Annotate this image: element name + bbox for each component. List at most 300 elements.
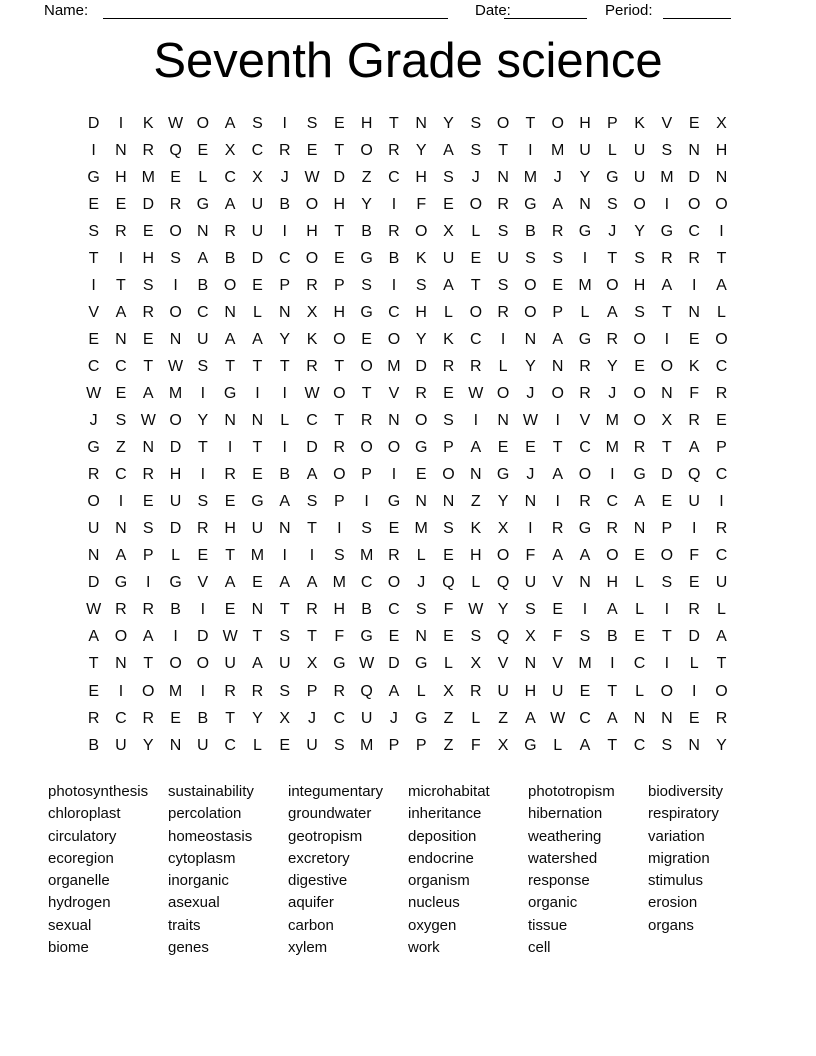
- grid-letter: D: [87, 114, 100, 132]
- grid-letter: E: [443, 628, 454, 646]
- grid-letter: K: [415, 249, 427, 267]
- grid-letter: L: [635, 682, 645, 700]
- grid-letter: T: [607, 249, 618, 267]
- grid-letter: I: [473, 412, 479, 430]
- grid-letter: R: [360, 412, 373, 430]
- grid-letter: G: [524, 736, 537, 754]
- grid-letter: H: [333, 303, 346, 321]
- grid-letter: R: [306, 276, 318, 294]
- grid-letter: L: [416, 682, 426, 700]
- grid-letter: L: [553, 736, 563, 754]
- word-list-item: endocrine: [408, 849, 474, 867]
- grid-letter: I: [200, 466, 206, 484]
- grid-letter: R: [333, 439, 346, 457]
- grid-letter: N: [661, 384, 673, 402]
- grid-letter: G: [87, 168, 100, 186]
- grid-letter: X: [525, 628, 536, 646]
- grid-letter: E: [224, 493, 236, 511]
- grid-letter: Y: [197, 412, 209, 430]
- grid-letter: A: [388, 682, 400, 700]
- grid-letter: U: [497, 249, 509, 267]
- grid-letter: P: [606, 114, 618, 132]
- grid-letter: I: [719, 222, 724, 240]
- grid-letter: I: [582, 601, 588, 619]
- grid-letter: T: [279, 601, 290, 619]
- grid-letter: R: [306, 357, 318, 375]
- grid-letter: B: [361, 601, 372, 619]
- grid-letter: I: [719, 493, 724, 511]
- grid-letter: D: [87, 574, 100, 592]
- grid-letter: O: [387, 439, 401, 457]
- grid-letter: X: [279, 709, 291, 727]
- grid-letter: I: [91, 276, 96, 294]
- grid-letter: E: [142, 222, 154, 240]
- grid-letter: R: [115, 601, 127, 619]
- grid-letter: B: [170, 601, 181, 619]
- grid-letter: E: [88, 682, 99, 700]
- grid-letter: M: [578, 276, 592, 294]
- word-list-item: integumentary: [288, 783, 384, 800]
- grid-letter: D: [388, 655, 400, 673]
- grid-letter: L: [635, 574, 645, 592]
- grid-letter: I: [282, 439, 287, 457]
- grid-letter: T: [334, 357, 345, 375]
- grid-letter: O: [469, 195, 483, 213]
- word-list-item: groundwater: [288, 805, 372, 823]
- grid-letter: G: [360, 303, 373, 321]
- grid-letter: O: [169, 222, 182, 240]
- grid-letter: L: [198, 168, 208, 186]
- word-list-item: stimulus: [648, 872, 704, 890]
- grid-letter: T: [225, 547, 236, 565]
- grid-letter: E: [579, 682, 591, 700]
- grid-letter: T: [197, 439, 208, 457]
- grid-letter: D: [142, 195, 155, 213]
- grid-letter: B: [388, 249, 400, 267]
- grid-letter: Y: [579, 168, 591, 186]
- grid-letter: H: [142, 249, 155, 267]
- word-list-item: nucleus: [408, 894, 460, 912]
- grid-letter: I: [391, 276, 397, 294]
- grid-letter: R: [470, 357, 482, 375]
- grid-letter: R: [142, 141, 155, 159]
- grid-letter: R: [224, 682, 236, 700]
- grid-letter: W: [222, 628, 238, 646]
- grid-letter: P: [142, 547, 154, 565]
- grid-letter: O: [360, 141, 373, 159]
- grid-letter: R: [579, 357, 591, 375]
- grid-letter: P: [306, 682, 318, 700]
- grid-letter: N: [688, 141, 700, 159]
- grid-letter: O: [551, 384, 564, 402]
- grid-letter: R: [715, 384, 728, 402]
- grid-letter: K: [634, 114, 645, 132]
- grid-letter: C: [224, 168, 236, 186]
- grid-letter: H: [415, 303, 427, 321]
- grid-letter: R: [278, 141, 291, 159]
- grid-letter: X: [497, 736, 509, 754]
- grid-letter: I: [691, 682, 697, 700]
- grid-letter: X: [661, 412, 673, 430]
- grid-letter: Y: [415, 330, 427, 348]
- grid-letter: I: [91, 141, 96, 159]
- grid-letter: J: [280, 168, 289, 186]
- grid-letter: E: [333, 114, 345, 132]
- grid-letter: C: [333, 709, 346, 727]
- word-list-item: carbon: [288, 916, 334, 934]
- grid-letter: E: [661, 493, 673, 511]
- grid-letter: A: [197, 249, 209, 267]
- word-list-item: watershed: [528, 849, 598, 867]
- grid-letter: L: [635, 601, 645, 619]
- grid-letter: O: [578, 466, 592, 484]
- grid-letter: O: [715, 195, 728, 213]
- grid-letter: R: [470, 682, 482, 700]
- grid-letter: P: [333, 493, 345, 511]
- grid-letter: M: [141, 168, 155, 186]
- grid-letter: O: [687, 195, 701, 213]
- grid-letter: W: [167, 114, 184, 132]
- word-list-item: organism: [408, 872, 470, 890]
- grid-letter: S: [606, 195, 618, 213]
- grid-letter: A: [142, 628, 154, 646]
- grid-letter: E: [142, 330, 154, 348]
- grid-letter: O: [496, 547, 510, 565]
- grid-letter: W: [304, 384, 320, 402]
- grid-letter: W: [359, 655, 375, 673]
- grid-letter: C: [633, 736, 646, 754]
- grid-letter: W: [522, 412, 538, 430]
- grid-letter: O: [660, 682, 674, 700]
- grid-letter: S: [634, 249, 645, 267]
- grid-letter: A: [552, 330, 564, 348]
- grid-letter: G: [387, 493, 401, 511]
- grid-letter: F: [416, 195, 427, 213]
- grid-letter: L: [171, 547, 180, 565]
- grid-letter: S: [142, 276, 154, 294]
- grid-letter: E: [688, 709, 700, 727]
- grid-letter: V: [88, 303, 99, 321]
- grid-letter: B: [88, 736, 99, 754]
- grid-letter: X: [716, 114, 727, 132]
- grid-letter: X: [443, 222, 454, 240]
- grid-letter: T: [470, 276, 481, 294]
- grid-letter: C: [388, 168, 400, 186]
- grid-letter: U: [524, 574, 537, 592]
- grid-letter: S: [279, 628, 291, 646]
- grid-letter: E: [142, 493, 154, 511]
- grid-letter: G: [606, 168, 619, 186]
- word-list-item: migration: [648, 849, 710, 867]
- grid-letter: S: [661, 141, 673, 159]
- word-list-item: inorganic: [168, 872, 229, 890]
- grid-letter: G: [333, 655, 346, 673]
- grid-letter: N: [633, 520, 646, 538]
- grid-letter: V: [388, 384, 400, 402]
- word-list-item: tissue: [528, 916, 568, 934]
- grid-letter: N: [278, 520, 291, 538]
- grid-letter: I: [337, 520, 342, 538]
- word-list-item: respiratory: [648, 805, 719, 823]
- grid-letter: E: [170, 168, 181, 186]
- grid-letter: R: [87, 466, 100, 484]
- grid-letter: N: [142, 439, 155, 457]
- grid-letter: X: [252, 168, 263, 186]
- grid-letter: S: [252, 114, 263, 132]
- grid-letter: Z: [361, 168, 372, 186]
- grid-letter: T: [225, 357, 236, 375]
- grid-letter: O: [469, 303, 483, 321]
- grid-letter: L: [580, 303, 590, 321]
- grid-letter: P: [716, 439, 727, 457]
- grid-letter: C: [115, 466, 127, 484]
- word-list-item: weathering: [528, 827, 602, 845]
- grid-letter: Y: [606, 357, 618, 375]
- grid-letter: O: [333, 330, 346, 348]
- grid-letter: V: [197, 574, 209, 592]
- word-search-grid: [80, 110, 735, 759]
- grid-letter: A: [579, 547, 591, 565]
- grid-letter: R: [415, 384, 427, 402]
- grid-letter: X: [224, 141, 236, 159]
- grid-letter: O: [660, 357, 674, 375]
- grid-letter: N: [251, 412, 264, 430]
- grid-letter: W: [86, 384, 102, 402]
- grid-letter: H: [524, 682, 537, 700]
- grid-letter: T: [607, 736, 618, 754]
- grid-letter: N: [551, 357, 564, 375]
- grid-letter: A: [88, 628, 99, 646]
- word-list-item: sexual: [48, 916, 92, 934]
- grid-letter: E: [552, 601, 564, 619]
- grid-letter: I: [664, 655, 670, 673]
- grid-letter: R: [197, 520, 209, 538]
- grid-letter: L: [471, 222, 481, 240]
- grid-letter: B: [525, 222, 536, 240]
- grid-letter: D: [169, 439, 182, 457]
- grid-letter: J: [89, 412, 98, 430]
- grid-letter: E: [388, 520, 400, 538]
- grid-letter: X: [470, 655, 482, 673]
- grid-letter: M: [605, 439, 619, 457]
- grid-letter: I: [227, 439, 233, 457]
- grid-letter: V: [497, 655, 509, 673]
- word-list-item: biodiversity: [648, 783, 724, 800]
- grid-letter: T: [88, 249, 99, 267]
- grid-letter: C: [87, 357, 100, 375]
- grid-letter: M: [168, 682, 183, 700]
- grid-letter: I: [555, 412, 560, 430]
- grid-letter: M: [250, 547, 265, 565]
- grid-letter: G: [633, 466, 646, 484]
- grid-letter: A: [606, 601, 618, 619]
- grid-letter: R: [606, 520, 619, 538]
- grid-letter: K: [142, 114, 154, 132]
- grid-letter: Y: [361, 195, 372, 213]
- sheet-header: [0, 0, 816, 24]
- grid-letter: K: [688, 357, 700, 375]
- grid-letter: O: [305, 195, 319, 213]
- grid-letter: U: [360, 709, 373, 727]
- grid-letter: C: [197, 303, 209, 321]
- grid-letter: I: [664, 330, 670, 348]
- grid-letter: D: [169, 520, 182, 538]
- grid-letter: N: [442, 493, 455, 511]
- grid-letter: I: [200, 601, 206, 619]
- grid-letter: E: [333, 249, 345, 267]
- grid-letter: G: [360, 628, 373, 646]
- grid-letter: E: [688, 330, 700, 348]
- grid-letter: W: [468, 601, 484, 619]
- grid-letter: M: [605, 412, 619, 430]
- grid-letter: C: [251, 141, 264, 159]
- grid-letter: S: [470, 628, 482, 646]
- grid-letter: U: [715, 574, 728, 592]
- grid-letter: B: [279, 466, 291, 484]
- grid-letter: C: [278, 249, 291, 267]
- word-list-item: circulatory: [48, 827, 117, 845]
- grid-letter: N: [524, 493, 537, 511]
- grid-letter: B: [197, 709, 209, 727]
- grid-letter: Z: [498, 709, 508, 727]
- grid-letter: I: [309, 547, 315, 565]
- word-list-item: cell: [528, 939, 551, 957]
- word-list-item: percolation: [168, 805, 242, 823]
- grid-letter: D: [197, 628, 209, 646]
- grid-letter: E: [688, 574, 700, 592]
- grid-letter: G: [578, 330, 592, 348]
- grid-letter: A: [525, 709, 536, 727]
- grid-letter: L: [607, 141, 617, 159]
- grid-letter: R: [142, 303, 155, 321]
- word-list-item: inheritance: [408, 805, 482, 823]
- grid-letter: R: [224, 222, 236, 240]
- grid-letter: U: [633, 168, 646, 186]
- grid-letter: O: [715, 682, 728, 700]
- grid-letter: L: [471, 574, 481, 592]
- grid-letter: N: [497, 412, 509, 430]
- grid-letter: E: [306, 141, 318, 159]
- grid-letter: A: [224, 330, 236, 348]
- grid-letter: O: [414, 222, 428, 240]
- grid-letter: B: [224, 249, 236, 267]
- grid-letter: A: [579, 736, 591, 754]
- grid-letter: A: [688, 439, 700, 457]
- grid-letter: R: [633, 439, 646, 457]
- grid-letter: A: [306, 466, 318, 484]
- grid-letter: A: [306, 574, 318, 592]
- grid-letter: N: [87, 547, 100, 565]
- grid-letter: Y: [443, 114, 454, 132]
- grid-letter: O: [387, 574, 401, 592]
- grid-letter: N: [415, 628, 427, 646]
- grid-letter: T: [307, 520, 317, 538]
- grid-letter: T: [661, 303, 672, 321]
- grid-letter: S: [115, 412, 127, 430]
- grid-letter: N: [278, 303, 291, 321]
- name-blank-line: [103, 18, 448, 19]
- grid-letter: U: [251, 520, 264, 538]
- grid-letter: D: [661, 466, 673, 484]
- grid-letter: J: [526, 466, 535, 484]
- word-list-item: digestive: [288, 872, 348, 890]
- grid-letter: O: [87, 493, 100, 511]
- grid-letter: U: [278, 655, 291, 673]
- grid-letter: U: [497, 682, 509, 700]
- grid-letter: E: [634, 547, 645, 565]
- grid-letter: A: [606, 303, 618, 321]
- grid-letter: G: [660, 222, 674, 240]
- grid-letter: U: [306, 736, 318, 754]
- grid-letter: H: [470, 547, 482, 565]
- grid-letter: I: [282, 114, 287, 132]
- grid-letter: Q: [496, 574, 510, 592]
- word-list-item: phototropism: [528, 783, 615, 800]
- period-label: Period:: [605, 2, 653, 19]
- grid-letter: N: [661, 709, 673, 727]
- grid-letter: R: [715, 709, 728, 727]
- grid-letter: V: [661, 114, 673, 132]
- grid-letter: T: [661, 628, 672, 646]
- grid-letter: S: [661, 574, 673, 592]
- grid-letter: N: [169, 330, 182, 348]
- grid-letter: V: [552, 574, 564, 592]
- word-list-column: [288, 781, 408, 959]
- grid-letter: S: [361, 276, 372, 294]
- grid-letter: T: [225, 709, 236, 727]
- grid-letter: C: [360, 574, 373, 592]
- grid-letter: N: [524, 655, 537, 673]
- grid-letter: H: [633, 276, 646, 294]
- grid-letter: O: [660, 547, 674, 565]
- word-list-column: [48, 781, 168, 959]
- name-label: Name:: [44, 2, 89, 19]
- grid-letter: N: [415, 493, 427, 511]
- grid-letter: O: [496, 114, 510, 132]
- grid-letter: A: [224, 114, 236, 132]
- grid-letter: O: [169, 303, 182, 321]
- grid-letter: E: [252, 466, 263, 484]
- grid-letter: A: [224, 574, 236, 592]
- grid-letter: A: [634, 493, 645, 511]
- grid-letter: A: [279, 493, 291, 511]
- grid-letter: P: [661, 520, 673, 538]
- grid-letter: I: [691, 276, 697, 294]
- grid-letter: T: [498, 141, 508, 159]
- grid-letter: E: [443, 547, 454, 565]
- grid-letter: I: [691, 520, 697, 538]
- grid-letter: O: [524, 303, 537, 321]
- grid-letter: P: [333, 276, 345, 294]
- grid-letter: D: [306, 439, 318, 457]
- grid-letter: K: [306, 330, 318, 348]
- word-list-item: asexual: [168, 894, 220, 912]
- grid-letter: S: [361, 520, 372, 538]
- grid-letter: G: [578, 520, 592, 538]
- grid-letter: I: [500, 330, 506, 348]
- grid-letter: P: [279, 276, 291, 294]
- grid-letter: C: [606, 493, 619, 511]
- grid-letter: I: [282, 222, 287, 240]
- grid-letter: D: [688, 168, 700, 186]
- grid-letter: S: [525, 601, 536, 619]
- grid-letter: C: [470, 330, 482, 348]
- grid-letter: A: [716, 628, 727, 646]
- grid-letter: W: [550, 709, 566, 727]
- grid-letter: O: [633, 330, 646, 348]
- grid-letter: S: [579, 628, 591, 646]
- grid-letter: J: [608, 384, 617, 402]
